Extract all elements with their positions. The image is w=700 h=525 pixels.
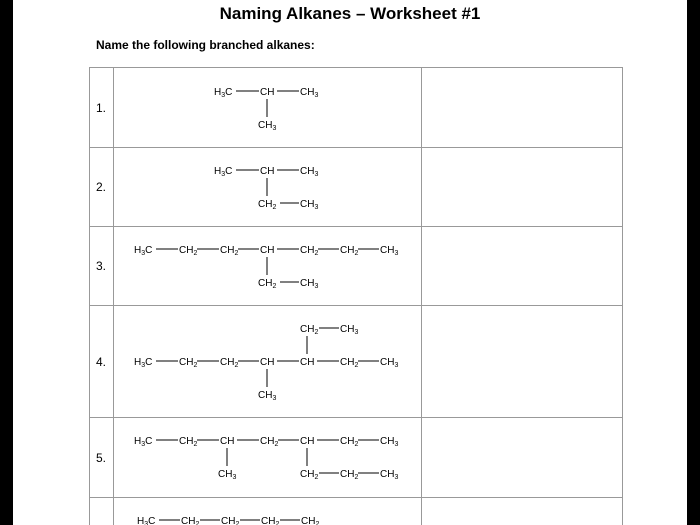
svg-text:CH3: $CH_3$ (258, 390, 277, 402)
svg-text:CH: CH (260, 87, 275, 98)
structural-formula-4 (134, 324, 398, 402)
problem-number: 4. (96, 355, 107, 369)
svg-text:CH: CH (260, 357, 275, 368)
structural-formula-2 (214, 166, 318, 211)
problem-number: 3. (96, 259, 107, 273)
svg-text:CH3: $CH_3$ (380, 469, 399, 481)
svg-text:CH2: $CH_2$ (179, 245, 198, 257)
svg-text:H3C: $H_3C$ (137, 516, 156, 525)
structural-formula-3 (134, 245, 398, 290)
svg-text:CH2: $CH_2$ (300, 324, 319, 336)
svg-text:CH: CH (300, 436, 315, 447)
svg-text:CH2: $CH_2$ (179, 436, 198, 448)
svg-text:CH3: $CH_3$ (258, 120, 277, 132)
svg-text:CH3: $CH_3$ (300, 199, 319, 211)
svg-text:CH: CH (260, 166, 275, 177)
svg-text:CH2: $CH_2$ (340, 357, 359, 369)
svg-text:CH3: $CH_3$ (300, 87, 319, 99)
svg-text:CH: CH (260, 245, 275, 256)
svg-text:CH2: $CH_2$ (300, 245, 319, 257)
svg-text:CH3: $CH_3$ (380, 357, 399, 369)
problem-number: 5. (96, 451, 107, 465)
svg-text:CH3: $CH_3$ (218, 469, 237, 481)
svg-text:CH3: $CH_3$ (340, 324, 359, 336)
svg-text:CH3: $CH_3$ (300, 278, 319, 290)
svg-text:H3C: $H_3C$ (134, 357, 153, 369)
svg-text:CH2: $CH_2$ (301, 516, 320, 525)
svg-text:CH2: $CH_2$ (340, 245, 359, 257)
svg-text:CH3: $CH_3$ (380, 245, 399, 257)
structural-formula-6-partial (137, 516, 319, 525)
svg-text:CH2: $CH_2$ (220, 245, 239, 257)
svg-text:H3C: $H_3C$ (134, 436, 153, 448)
svg-text:CH: CH (300, 357, 315, 368)
instructions: Name the following branched alkanes: (96, 38, 315, 52)
problem-number: 1. (96, 101, 107, 115)
svg-text:CH2: $CH_2$ (179, 357, 198, 369)
svg-text:CH2: $CH_2$ (181, 516, 200, 525)
svg-text:CH2: $CH_2$ (258, 199, 277, 211)
svg-text:H3C: $H_3C$ (134, 245, 153, 257)
page-title: Naming Alkanes – Worksheet #1 (219, 4, 481, 23)
svg-text:CH2: $CH_2$ (340, 469, 359, 481)
svg-text:CH3: $CH_3$ (380, 436, 399, 448)
structure-1 (13, 0, 687, 525)
structural-formula-1 (214, 87, 318, 132)
worksheet-page (13, 0, 687, 525)
svg-text:CH2: $CH_2$ (261, 516, 280, 525)
svg-text:CH2: $CH_2$ (220, 357, 239, 369)
svg-text:CH2: $CH_2$ (221, 516, 240, 525)
svg-text:CH2: $CH_2$ (260, 436, 279, 448)
svg-text:CH2: $CH_2$ (258, 278, 277, 290)
svg-text:H3C: $H_3C$ (214, 87, 233, 99)
svg-text:CH2: $CH_2$ (300, 469, 319, 481)
svg-text:H3C: $H_3C$ (214, 166, 233, 178)
svg-text:CH2: $CH_2$ (340, 436, 359, 448)
svg-text:CH3: $CH_3$ (300, 166, 319, 178)
svg-text:CH: CH (220, 436, 235, 447)
problem-number: 2. (96, 180, 107, 194)
structural-formula-5 (134, 436, 398, 481)
